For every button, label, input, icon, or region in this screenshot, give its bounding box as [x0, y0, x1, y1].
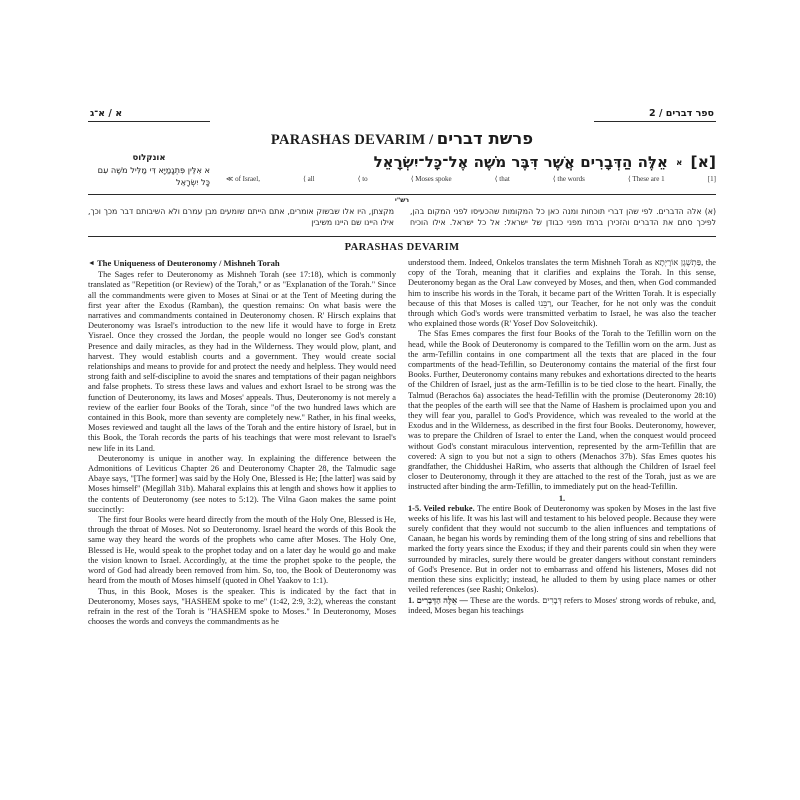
interlinear-segment: ⟨ the words — [552, 175, 585, 183]
right-column-paragraphs — [408, 258, 716, 616]
commentary-columns — [88, 258, 716, 710]
running-head-right: ספר דברים / 2 — [594, 108, 716, 122]
interlinear-segment: ≪ of Israel, — [226, 175, 260, 183]
commentary-paragraph: 1. אֵלֶּה הַדְּבָרִים — These are the words. דְּבָרִים refers to Moses' strong words of rebuke, and, indeed, Moses began his teachings — [408, 595, 716, 615]
commentary-paragraph: The Sages refer to Deuteronomy as Mishneh Torah (see 17:18), which is commonly translated as "Repetition (or Review) of the Torah," or as "Explanation of the Torah." Since all the commandments were given to Moses at Sinai or at the Tent of Meeting during the first year after the Exodus (Ramban), the question remains: On what basis were the narratives and commandments contained in Deuteronomy chosen. R' Hirsch explains that Deuteronomy was Israel's introduction to the new life it would have to forge in Eretz Yisrael. Once they crossed the Jordan, the people would no longer see God's constant Presence and daily miracles, as they had in the Wilderness. They would plow, plant, and harvest. They would establish courts and a government. They would create social relationships and means to provide for and protect the needy and helpless. They would need strong faith and self-discipline to avoid the snares and temptations of their pagan neighbors and false prophets. To stress these laws and values and exhort Israel to be strong was the function of Deuteronomy, its laws and Moses' appeals. Thus, Deuteronomy is not merely a review of the earlier four Books of the Torah, since "of the two hundred laws which are contained in this Book, more than seventy are completely new." Rather, in his final weeks, Moses reviewed and taught all the laws of the Torah and the entire history of Israel, but in this Book, the Torah records the parts of his teachings that were most relevant to Israel's new life in its Land. — [88, 270, 396, 453]
verse-area — [210, 152, 716, 188]
commentary-paragraph: understood them. Indeed, Onkelos translates the term Mishneh Torah as פַּתְשֶׁגֶן אוֹרָיְתָא, the copy of the Torah, meaning that it clarifies and explains the Torah. In this sense, Deuteronomy began as the Oral Law conveyed by Moses, and then, when God commanded him to inscribe his words in the Torah, it became part of the Written Torah. It is especially because of this that Moses is called רַבֵּנוּ, our Teacher, for he not only was the conduit through which God's words were transmitted verbatim to Israel, he was also the teacher who explained those words (R' Yosef Dov Soloveitchik). — [408, 258, 716, 329]
commentary-paragraph: Thus, in this Book, Moses is the speaker. This is indicated by the fact that in Deuteronomy, Moses says, "HASHEM spoke to me" (1:42, 2:9, 3:2), whereas the constant refrain in the rest of the Torah is "HASHEM spoke to Moses." In Deuteronomy, Moses chooses the words and conveys the commandments as he — [88, 586, 396, 627]
section-marker-icon: ◄ — [88, 259, 95, 267]
interlinear-segment: ⟨ These are 1 — [627, 175, 665, 183]
interlinear-segment: [1] — [707, 175, 716, 183]
left-column-paragraphs — [88, 270, 396, 627]
verse-letter: א — [676, 158, 683, 168]
interlinear-segment: ⟨ to — [357, 175, 368, 183]
hebrew-verse — [224, 152, 716, 173]
rashi-text: (א) אלה הדברים. לפי שהן דברי תוכחות ומנה כאן כל המקומות שהכעיסו לפני המקום בהן, לפיכך סתם את הדברים והזכירן ברמז מפני כבודן של ישראל: אל כל ישראל. אילו הוכיח מקצתן, היו אלו שבשוק אומרים, אתם הייתם שומעים מבן עמרם ולא השיבותם דבר מכך וכך, אילו היינו שם היינו משיבין — [88, 207, 716, 227]
commentary-paragraph: 1-5. Veiled rebuke. The entire Book of Deuteronomy was spoken by Moses in the last five weeks of his life. It was his last will and testament to his beloved people. Because they were surely confident that they would not succumb to the alien influences and temptations of Canaan, he began his words by reminding them of the long string of sins and rebellions that marked the forty years since the Exodus; if they and their parents could sin when they were surrounded by miracles, surely there would be greater dangers without constant reminders of God's Presence. But in order not to embarrass and offend his listeners, Moses did not mention these sins explicitly; instead, he alluded to them by using place names or other veiled references (see Rashi; Onkelos). — [408, 503, 716, 595]
chapter-marker: [א] — [690, 153, 716, 171]
verse-band — [88, 152, 716, 188]
running-head-left: א / א־ג — [88, 108, 210, 122]
rashi-heading: רש"י — [394, 196, 410, 204]
commentary-section-title: PARASHAS DEVARIM — [344, 242, 460, 253]
interlinear-segment: ⟨ Moses spoke — [410, 175, 452, 183]
onkelos-sidebar — [88, 152, 210, 188]
title-separator: / — [425, 132, 437, 148]
verse-text: אֵלֶּה הַדְּבָרִים אֲשֶׁר דִּבֶּר מֹשֶׁה אֶל־כָּל־יִשְׂרָאֵל — [373, 153, 668, 171]
interlinear-segment: ⟨ all — [303, 175, 315, 183]
rule-above-rashi — [88, 194, 716, 195]
interlinear-translation — [224, 175, 716, 183]
interlinear-segment: ⟨ that — [494, 175, 510, 183]
page — [88, 108, 716, 710]
commentary-left-column — [88, 258, 396, 710]
parashah-title-english: PARASHAS DEVARIM — [270, 132, 426, 148]
commentary-right-column — [408, 258, 716, 710]
commentary-paragraph: The first four Books were heard directly from the mouth of the Holy One, Blessed is He, through the throat of Moses. Not so Deuteronomy. Israel heard the words of this Book the same way they heard the words of the prophets who came after Moses. The Holy One, Blessed is He, would speak to the prophet today and on a later day he would go and make the vision known to Israel. Accordingly, at the time the prophet spoke to the people, the word of God had already been removed from him. So, too, the Book of Deuteronomy was heard from the mouth of Moses himself (quoted in Ohel Yaakov to 1:1). — [88, 515, 396, 586]
onkelos-text: א אִלֵּין פִּתְגָמַיָּא דִּי מַלִּיל מֹשֶׁה עִם כָּל יִשְׂרָאֵל — [97, 165, 210, 187]
commentary-paragraph: The Sfas Emes compares the first four Books of the Torah to the Tefillin worn on the head, while the Book of Deuteronomy is compared to the Tefillin worn on the arm. Just as the arm-Tefillin contains in one compartment all the texts that are placed in the four compartments of the head-Tefillin, so Deuteronomy contains the material of the first four Books. Further, Deuteronomy contains many rebukes and exhortations directed to the hearts of the Children of Israel, just as the arm-Tefillin is to be tied close to the heart. Finally, the Talmud (Berachos 6a) associates the head-Tefillin with the promise (Deuteronomy 28:10) that the peoples of the earth will see that the Name of Hashem is proclaimed upon you and they will fear you, parallel to God's Providence, which was revealed to the world at the Exodus and in the Wilderness, as described in the first four Books. Deuteronomy, however, was to prepare the Children of Israel to enter the Land, when the conquest would proceed without God's constant miraculous intervention, represented by the arm-Tefillin that are covered: A sign to you but not a sign to others (Menachos 37b). Sfas Emes quotes his grandfather, the Chiddushei HaRim, who asserts that although the Children of Israel feel closer to Deuteronomy, through it they are attached to the rest of the Torah, just as we are instructed after binding the arm-Tefillin, to immediately put on the head-Tefillin. — [408, 329, 716, 492]
rule-below-rashi — [88, 236, 716, 237]
parashah-title — [88, 131, 716, 148]
onkelos-heading: אונקלוס — [132, 153, 166, 163]
commentary-paragraph: Deuteronomy is unique in another way. In explaining the difference between the Admonitions of Leviticus Chapter 26 and Deuteronomy Chapter 28, the Talmudic sage Abaye says, "[The former] was said by the Holy One, Blessed is He; [the latter] was said by Moses himself" (Megillah 31b). Maharal explains this at length and shows how it applies to the contents of Deuteronomy (see notes to 5:12). The Vilna Gaon makes the same point succinctly: — [88, 453, 396, 514]
running-head — [88, 108, 716, 122]
commentary-paragraph: 1. — [558, 493, 566, 503]
left-column-heading — [88, 258, 396, 268]
parashah-title-hebrew: פרשת דברים — [436, 129, 534, 148]
left-heading-text: The Uniqueness of Deuteronomy / Mishneh Torah — [96, 258, 280, 268]
